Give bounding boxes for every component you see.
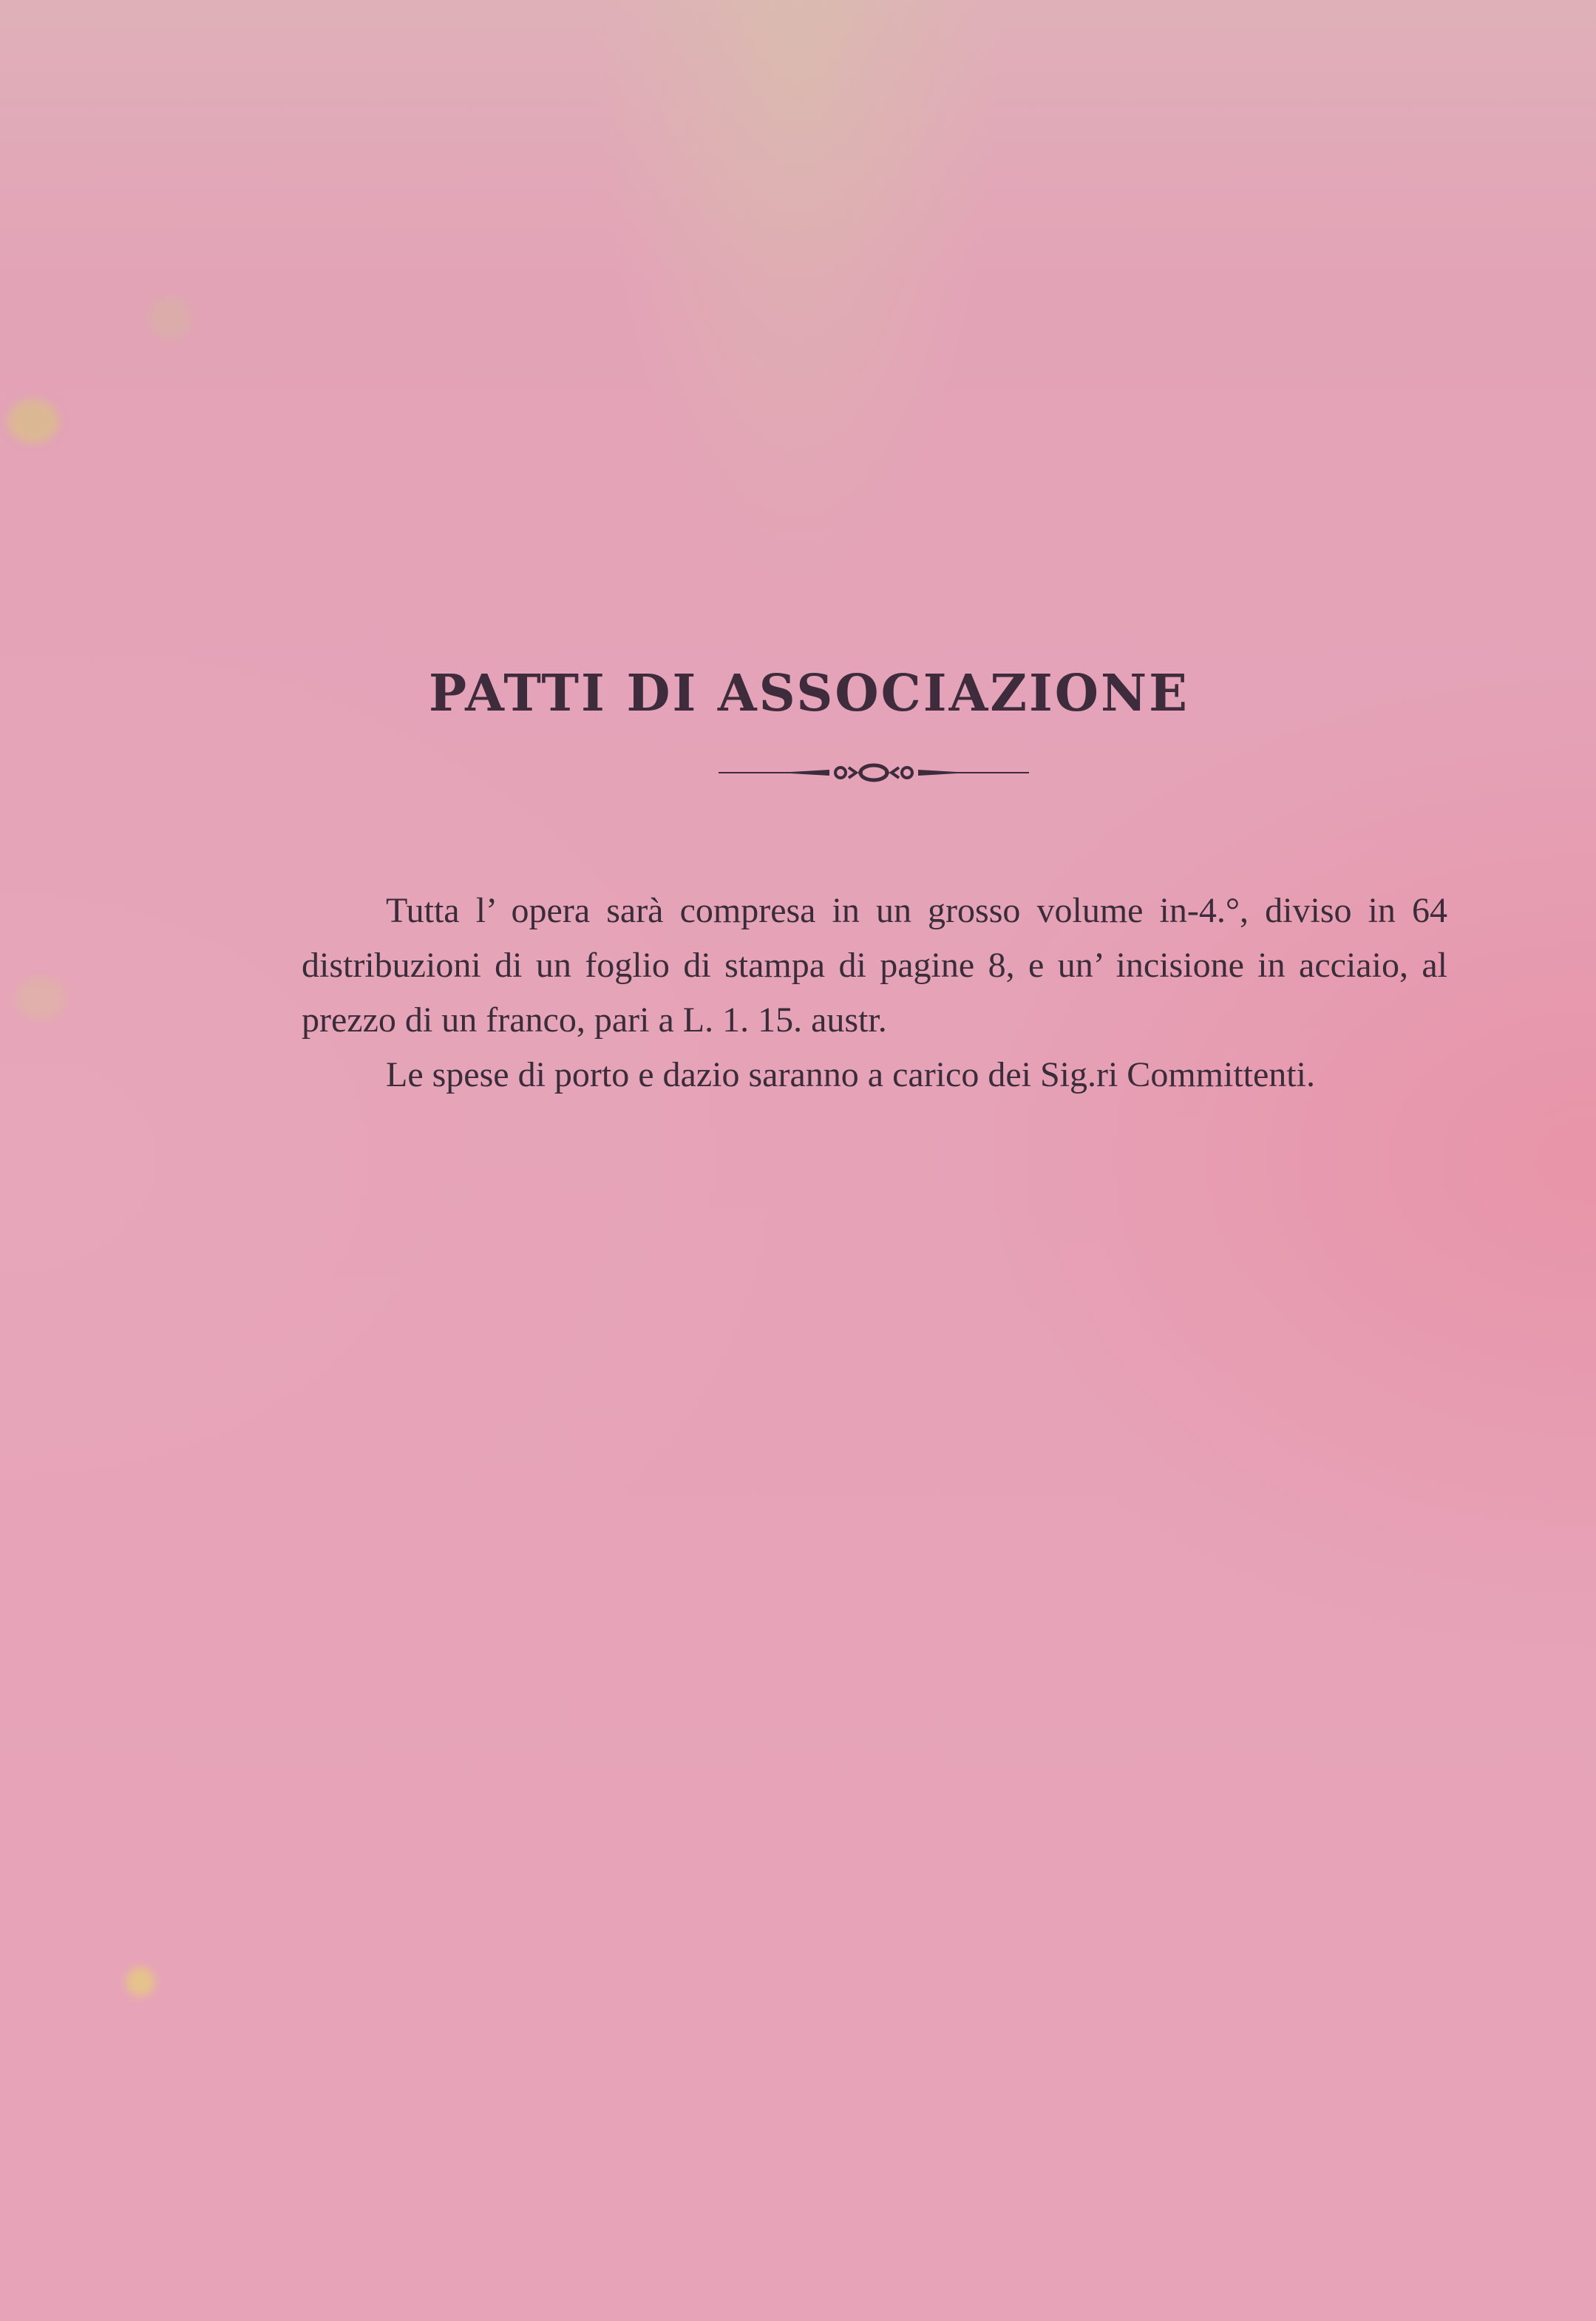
paragraph-subscription-terms: Tutta l’ opera sarà compresa in un grosso volume in-4.°, diviso in 64 distribuzioni di un foglio di stampa di pagine 8, e un’ incisione in acciaio, al prezzo di un franco, pari a L. 1. 15. austr. (302, 891, 1447, 1040)
paper-stain (126, 1967, 155, 1996)
decorative-divider-icon (719, 762, 1029, 784)
body-text (302, 884, 1447, 1102)
paragraph-shipping-costs: Le spese di porto e dazio saranno a carico dei Sig.ri Committenti. (386, 1055, 1315, 1094)
paper-stain (7, 399, 59, 444)
page-title: PATTI DI ASSOCIAZIONE (428, 664, 1189, 723)
paper-stain (15, 976, 67, 1020)
paper-stain (148, 296, 192, 340)
